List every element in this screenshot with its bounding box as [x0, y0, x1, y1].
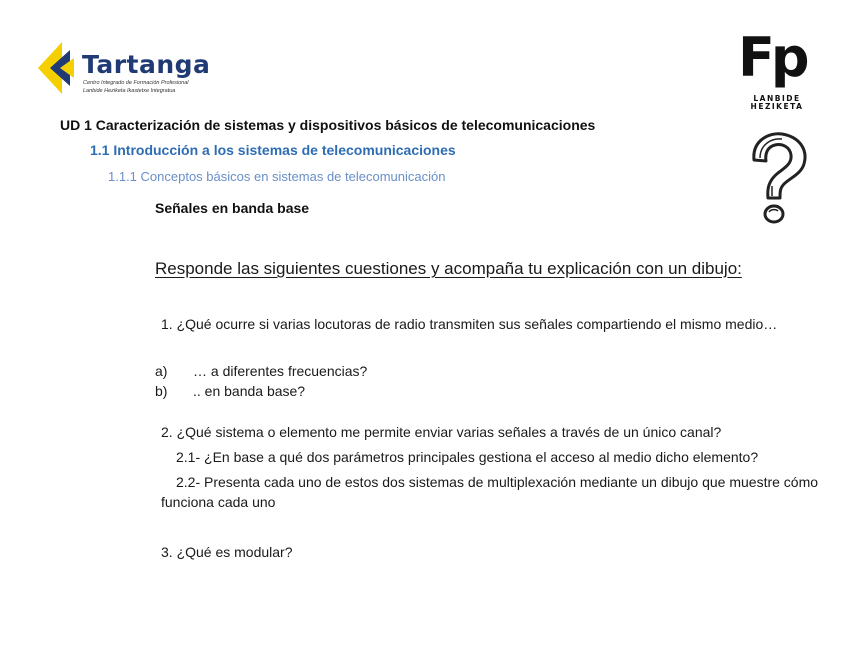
instruction-text: Responde las siguientes cuestiones y acompaña tu explicación con un dibujo: [155, 259, 742, 278]
question-1-option-a [155, 361, 367, 381]
question-2: 2. ¿Qué sistema o elemento me permite enviar varias señales a través de un único canal? [161, 424, 722, 440]
fp-line-1: LANBIDE [753, 94, 801, 103]
question-2-2-text: 2.2- Presenta cada uno de estos dos sistemas de multiplexación mediante un dibujo que muestre cómo funciona cada uno [161, 474, 819, 510]
section-heading: 1.1 Introducción a los sistemas de telecomunicaciones [90, 142, 456, 158]
fp-mark: Fp [738, 26, 806, 89]
option-text: .. en banda base? [193, 383, 306, 399]
question-3: 3. ¿Qué es modular? [161, 544, 293, 560]
question-mark-icon [742, 130, 812, 226]
topic-heading: Señales en banda base [155, 200, 310, 216]
subsection-heading: 1.1.1 Conceptos básicos en sistemas de telecomunicación [108, 169, 446, 184]
tartanga-tagline-1: Centro Integrado de Formación Profesional [83, 80, 189, 86]
question-2-1: 2.1- ¿En base a qué dos parámetros principales gestiona el acceso al medio dicho elemento? [176, 449, 759, 465]
tartanga-logo-icon [36, 38, 82, 98]
tartanga-tagline-2: Lanbide Heziketa Ikastetxe Integratua [83, 88, 176, 94]
question-1-option-b [155, 381, 305, 401]
option-text: … a diferentes frecuencias? [193, 363, 368, 379]
question-1: 1. ¿Qué ocurre si varias locutoras de radio transmiten sus señales compartiendo el mismo medio… [161, 316, 778, 332]
tartanga-brand: Tartanga [82, 50, 211, 79]
fp-line-2: HEZIKETA [750, 102, 804, 111]
option-mark: b) [155, 383, 168, 399]
question-2-2 [161, 472, 821, 512]
option-mark: a) [155, 363, 168, 379]
unit-heading: UD 1 Caracterización de sistemas y dispositivos básicos de telecomunicaciones [60, 117, 596, 133]
fp-logo [736, 26, 820, 112]
tartanga-logo [36, 38, 211, 98]
